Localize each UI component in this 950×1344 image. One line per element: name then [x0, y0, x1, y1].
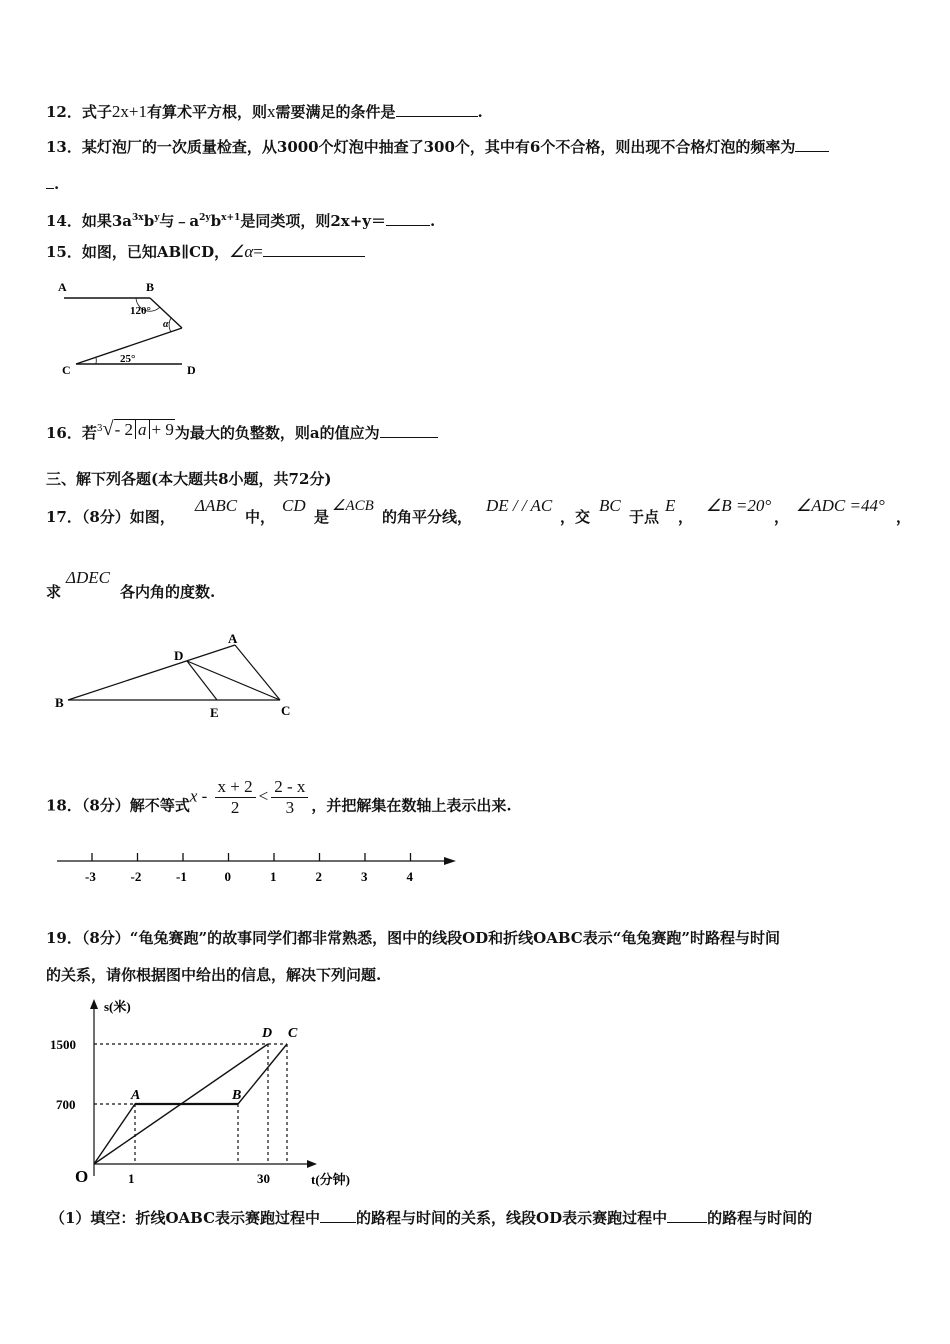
q15-alpha: ∠α [229, 242, 254, 261]
q18-number: 18． [46, 796, 82, 815]
y-tick-1500: 1500 [50, 1037, 76, 1052]
q12-number: 12． [46, 103, 82, 121]
q17-lead [46, 506, 175, 527]
q15-figure [50, 276, 220, 385]
q18-number-line [52, 846, 462, 892]
q17-angle-adc: ∠ADC =44° [796, 496, 885, 515]
q19-sub1-text-a: （1）填空：折线OABC表示赛跑过程中 [50, 1209, 321, 1227]
question-14 [46, 208, 435, 231]
tick-label: -2 [130, 869, 142, 884]
question-12 [46, 102, 483, 122]
point-c-label: C [288, 1026, 298, 1041]
q12-answer-blank[interactable] [396, 102, 478, 117]
q13-number: 13． [46, 138, 82, 156]
q12-text-2: 有算术平方根，则 [146, 103, 267, 121]
q19-sub1-text-c: 的路程与时间的 [707, 1209, 813, 1227]
x-tick-30: 30 [257, 1171, 270, 1186]
q16-answer-blank[interactable] [380, 423, 438, 438]
q17-triangle-dec: ΔDEC [66, 568, 110, 587]
tick-label: 4 [406, 869, 413, 884]
q18-fraction-2 [271, 777, 308, 818]
q12-variable: x [267, 102, 276, 121]
q17-bisector: 的角平分线， [382, 508, 473, 526]
question-19-line-2: 的关系，请你根据图中给出的信息，解决下列问题. [46, 966, 382, 984]
q14-end: . [430, 212, 436, 230]
segment-dc [187, 661, 280, 700]
q17-qiu: 求 [46, 583, 62, 601]
q17-comma-1: ， [678, 508, 694, 526]
triangle-diagram [50, 630, 310, 725]
q18-minus: - [197, 786, 212, 806]
q13-answer-blank-continued[interactable] [46, 174, 54, 189]
y-tick-700: 700 [56, 1097, 76, 1112]
q15-equals: = [253, 242, 263, 261]
question-19 [46, 928, 780, 948]
q17-ask-text: 各内角的度数. [120, 583, 216, 601]
q14-answer-blank[interactable] [386, 211, 430, 226]
q14-exponent-2: y [154, 213, 160, 223]
label-alpha: α [163, 319, 169, 330]
number-line-diagram [52, 846, 462, 888]
arc-alpha [169, 318, 171, 332]
label-b: B [146, 280, 155, 294]
label-e: E [210, 705, 219, 720]
q14-number: 14． [46, 212, 82, 230]
q18-text-1: （8分）解不等式 [81, 796, 190, 815]
q18-denominator-2: 3 [285, 798, 295, 817]
tick-label: 0 [224, 869, 231, 884]
point-d-label: D [262, 1026, 273, 1041]
q17-bc: BC [599, 496, 621, 515]
q16-abs-a-var: a [138, 420, 147, 439]
q19-sub1-blank-1[interactable] [320, 1208, 356, 1223]
parallel-lines-diagram [50, 276, 220, 381]
arrow-up-icon [90, 999, 98, 1009]
q14-text-3: 与﹣a [159, 212, 200, 230]
tick-label: -1 [176, 869, 187, 884]
q14-text-1: 如果3a [81, 212, 133, 230]
q16-radicand-part-1: - 2 [114, 420, 134, 439]
q19-graph [40, 996, 370, 1200]
tick-label: -3 [85, 869, 96, 884]
q17-de-parallel-ac: DE / / AC [486, 496, 553, 515]
q17-cd: CD [282, 496, 306, 515]
q19-sub1-blank-2[interactable] [667, 1208, 707, 1223]
q18-fraction-1 [215, 777, 256, 818]
q14-exponent-3: 2y [199, 213, 211, 223]
q18-numerator-1: x + 2 [215, 777, 256, 798]
q13-end: . [54, 175, 60, 193]
label-d: D [187, 363, 196, 377]
q16-text-1: 若 [81, 424, 97, 442]
q13-answer-blank[interactable] [795, 137, 829, 152]
label-c: C [62, 363, 71, 377]
race-distance-time-graph [40, 996, 370, 1196]
q15-answer-blank[interactable] [263, 242, 365, 257]
q12-expression: 2x+1 [111, 102, 147, 121]
question-16 [46, 418, 438, 443]
q18-numerator-2: 2 - x [271, 777, 308, 798]
q16-root-index: 3 [96, 424, 103, 434]
radical-sign-icon: √ [102, 418, 114, 440]
s-axis-label: s(米) [104, 999, 131, 1014]
label-c: C [281, 703, 291, 718]
label-d: D [174, 648, 184, 663]
q12-end: . [477, 103, 483, 121]
question-18 [46, 777, 512, 827]
q14-exponent-1: 3x [132, 213, 144, 223]
q12-text-1: 式子 [81, 103, 112, 121]
q16-radicand [114, 419, 175, 439]
q17-comma-3: ， [896, 508, 912, 526]
x-tick-1: 1 [128, 1171, 135, 1186]
q18-inequality [190, 777, 312, 818]
tick-label: 3 [361, 869, 368, 884]
q17-zhong: 中， [245, 508, 276, 526]
label-a: A [228, 631, 238, 646]
label-120-degrees: 120° [130, 305, 151, 317]
label-b: B [55, 695, 64, 710]
q19-text-1: （8分）“龟兔赛跑”的故事同学们都非常熟悉，图中的线段OD和折线OABC表示“龟兔赛跑”时路程与时间 [81, 929, 781, 947]
origin-label: O [75, 1167, 89, 1186]
q17-comma-2: ， [774, 508, 790, 526]
q16-text-2: 为最大的负整数，则a的值应为 [174, 424, 380, 442]
q15-text: 如图，已知AB∥CD， [81, 243, 230, 261]
q17-e: E [665, 496, 676, 515]
q14-exponent-4: x+1 [221, 213, 241, 223]
q17-jiao: ，交 [560, 508, 591, 526]
q14-text-5: 是同类项，则2x+y＝ [240, 212, 386, 230]
q16-abs-a [135, 420, 150, 439]
q15-number: 15． [46, 243, 82, 261]
label-a: A [58, 280, 67, 294]
q17-score: （8分）如图， [81, 508, 175, 526]
q17-angle-acb: ∠ACB [332, 498, 374, 514]
q17-figure [50, 630, 310, 729]
q13-text: 某灯泡厂的一次质量检查，从3000个灯泡中抽查了300个，其中有6个不合格，则出现不合格灯泡的频率为 [81, 138, 796, 156]
q16-cube-root [97, 419, 175, 440]
q18-text-2: ，并把解集在数轴上表示出来. [311, 796, 512, 815]
q17-angle-b: ∠B =20° [706, 496, 772, 515]
q19-number: 19． [46, 929, 82, 947]
q18-x: x [189, 786, 198, 806]
arrow-right-icon [444, 857, 456, 865]
arrow-right-icon [307, 1160, 317, 1168]
number-line-ticks [85, 853, 414, 884]
q19-sub1-text-b: 的路程与时间的关系，线段OD表示赛跑过程中 [356, 1209, 668, 1227]
q12-text-3: 需要满足的条件是 [275, 103, 396, 121]
q17-shi: 是 [314, 508, 330, 526]
question-13-continued [46, 174, 59, 194]
q14-text-4: b [210, 212, 222, 230]
q18-denominator-1: 2 [230, 798, 240, 817]
q17-triangle-abc: ΔABC [195, 496, 238, 515]
point-a-label: A [131, 1088, 141, 1103]
tick-label: 2 [315, 869, 322, 884]
question-19-sub-1 [50, 1208, 812, 1228]
q18-less-than: < [258, 786, 269, 806]
t-axis-label: t(分钟) [311, 1172, 350, 1187]
tick-label: 1 [270, 869, 277, 884]
q17-number: 17． [46, 508, 82, 526]
question-13 [46, 137, 829, 157]
segment-ac [235, 645, 280, 700]
q16-radicand-part-2: + 9 [151, 420, 174, 439]
point-b-label: B [232, 1088, 242, 1103]
q16-number: 16． [46, 424, 82, 442]
question-15 [46, 242, 365, 262]
section-3-title: 三、解下列各题(本大题共8小题，共72分) [46, 470, 332, 488]
q17-yudian: 于点 [629, 508, 660, 526]
q14-text-2: b [143, 212, 155, 230]
label-25-degrees: 25° [120, 353, 136, 365]
